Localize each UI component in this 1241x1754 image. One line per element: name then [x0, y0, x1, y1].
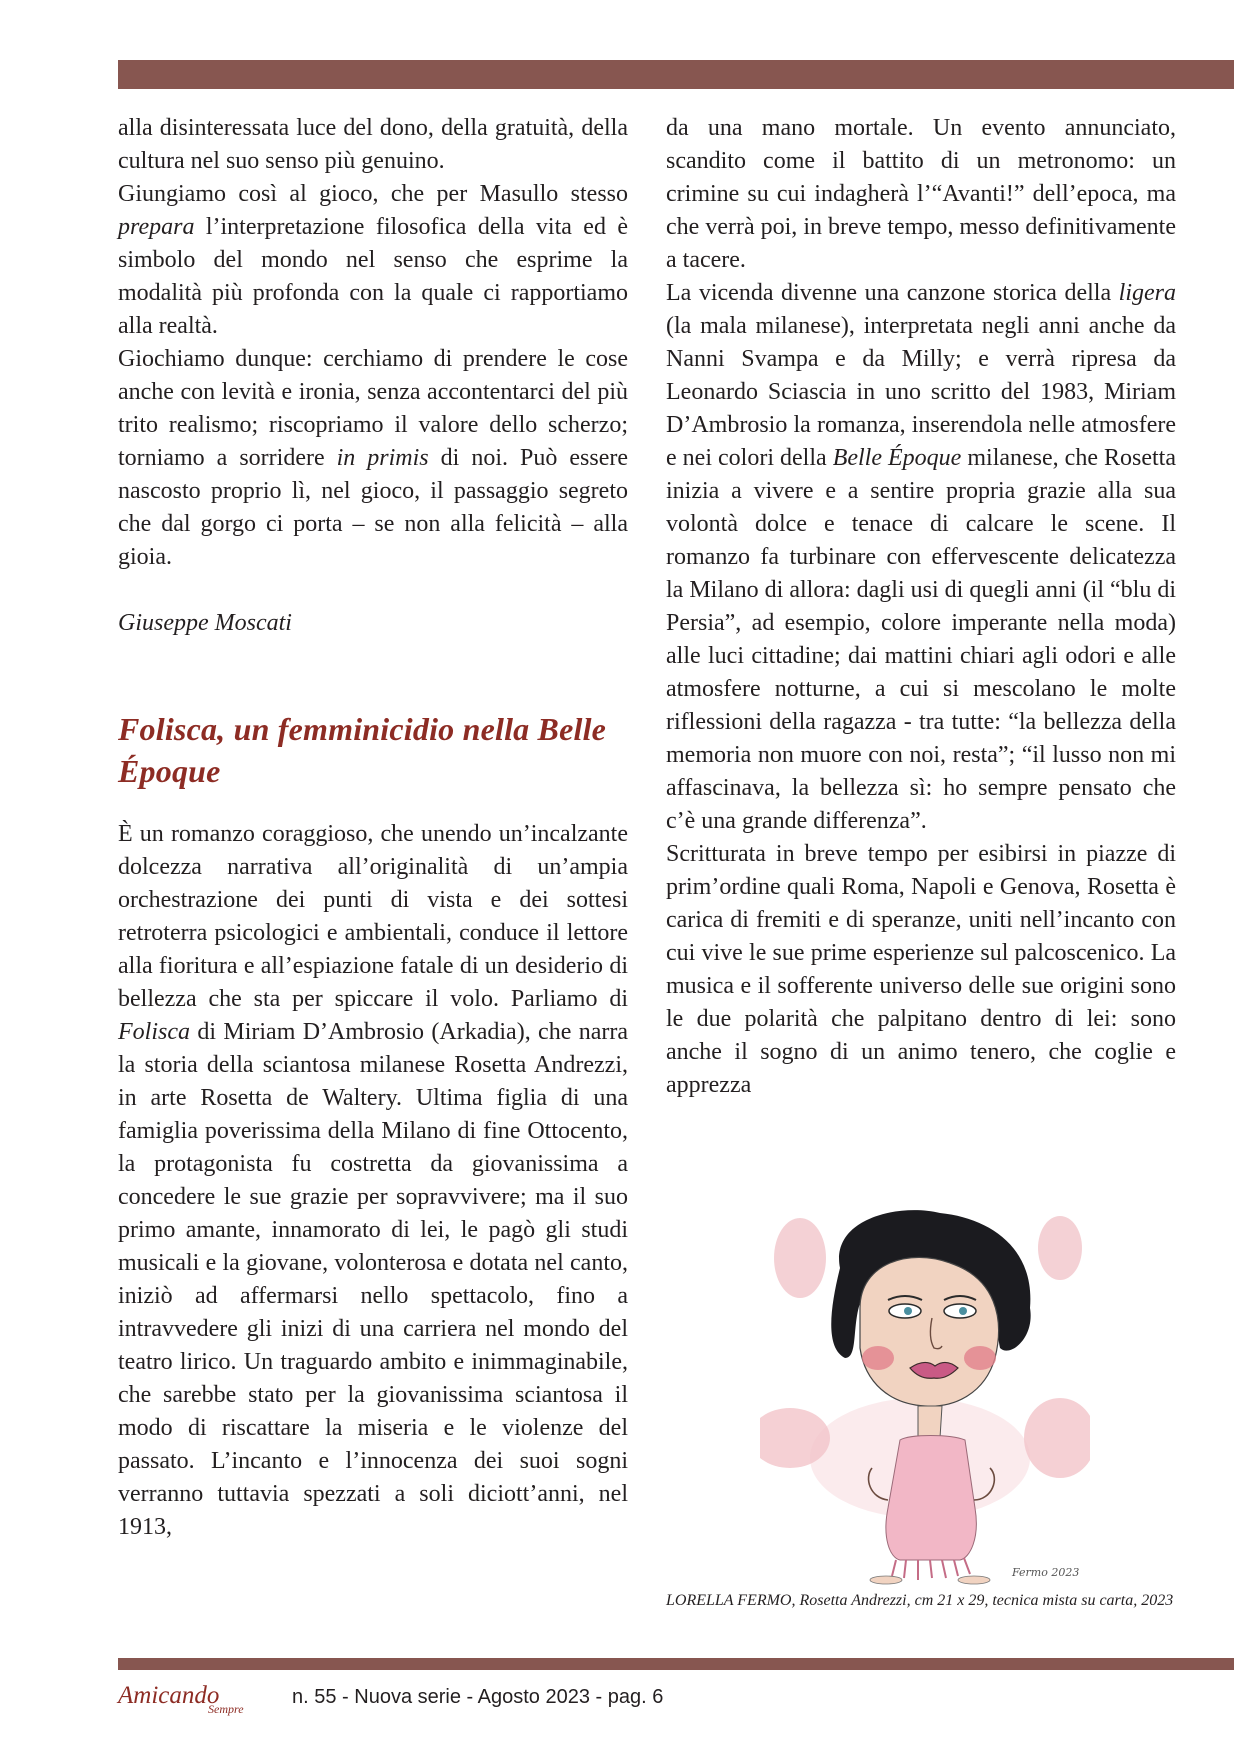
article-heading: Folisca, un femminicidio nella Belle Époque	[118, 711, 607, 789]
image-caption: LORELLA FERMO, Rosetta Andrezzi, cm 21 x 29, tecnica mista su carta, 2023	[666, 1592, 1174, 1609]
author-signature: Giuseppe Moscati	[118, 610, 292, 636]
article-body-left	[118, 818, 628, 1544]
magazine-logo: Amicando	[118, 1682, 220, 1709]
header-bar	[118, 60, 1234, 89]
paragraph: La vicenda divenne una canzone storica della ligera (la mala milanese), interpretata negli anni anche da Nanni Svampa e da Milly; e verrà ripresa da Leonardo Sciascia in uno scritto del 1983, Miriam D’Ambrosio la romanza, inserendola nelle atmosfere e nei colori della Belle Époque milanese, che Rosetta inizia a vivere e a sentire propria grazie alla sua volontà dolce e tenace di calcare le scene. Il romanzo fa turbinare con effervescente delicatezza la Milano di allora: dagli usi di quegli anni (il “blu di Persia”, ad esempio, colore imperante nella moda) alle luci cittadine; dai mattini chiari agli odori e alle atmosfere notturne, a cui si mescolano le molte riflessioni della ragazza - tra tutte: “la bellezza della memoria non muore con noi, resta”; “il lusso non mi affascinava, la bellezza sì: ho sempre pensato che c’è una grande differenza”.	[666, 280, 1176, 834]
caricature-illustration	[760, 1208, 1090, 1586]
right-column	[666, 112, 1176, 1102]
left-column	[118, 112, 628, 574]
paragraph: Scritturata in breve tempo per esibirsi in piazze di prim’ordine quali Roma, Napoli e Genova, Rosetta è carica di fremiti e di speranze, uniti nell’incanto con cui vive le sue prime esperienze sul palcoscenico. La musica e il sofferente universo delle sue origini sono le due polarità che palpitano dentro di lei: sono anche il sogno di un animo tenero, che coglie e apprezza	[666, 841, 1176, 1098]
artist-signature: Fermo 2023	[1012, 1566, 1080, 1579]
footer-bar	[118, 1658, 1234, 1670]
magazine-logo-subtitle: Sempre	[208, 1702, 244, 1716]
issue-info: n. 55 - Nuova serie - Agosto 2023 - pag. 6	[292, 1686, 664, 1708]
paragraph: da una mano mortale. Un evento annunciato, scandito come il battito di un metronomo: un crimine su cui indagherà l’“Avanti!” dell’epoca, ma che verrà poi, in breve tempo, messo definitivamente a tacere.	[666, 115, 1176, 273]
paragraph: Giungiamo così al gioco, che per Masullo stesso prepara l’interpretazione filosofica della vita ed è simbolo del mondo nel senso che esprime la modalità più profonda con la quale ci rapportiamo alla realtà.	[118, 181, 628, 339]
paragraph: Giochiamo dunque: cerchiamo di prendere le cose anche con levità e ironia, senza accontentarci del più trito realismo; riscopriamo il valore dello scherzo; torniamo a sorridere in primis di noi. Può essere nascosto proprio lì, nel gioco, il passaggio segreto che dal gorgo ci porta – se non alla felicità – alla gioia.	[118, 346, 629, 570]
article-text-left	[118, 818, 628, 1544]
intro-text	[118, 112, 628, 574]
article-text-right	[666, 112, 1176, 1102]
paragraph: alla disinteressata luce del dono, della gratuità, della cultura nel suo senso più genuino.	[118, 115, 628, 174]
paragraph: È un romanzo coraggioso, che unendo un’incalzante dolcezza narrativa all’originalità di un’ampia orchestrazione dei punti di vista e dei sottesi retroterra psicologici e ambientali, conduce il lettore alla fioritura e all’espiazione fatale di un desiderio di bellezza che sta per spiccare il volo. Parliamo di Folisca di Miriam D’Ambrosio (Arkadia), che narra la storia della sciantosa milanese Rosetta Andrezzi, in arte Rosetta de Waltery. Ultima figlia di una famiglia poverissima della Milano di fine Ottocento, la protagonista fu costretta da giovanissima a concedere le sue grazie per sopravvivere; ma il suo primo amante, innamorato di lei, le pagò gli studi musicali e la giovane, volonterosa e dotata nel canto, iniziò ad affermarsi nello spettacolo, fino a intravvedere gli inizi di una carriera nel mondo del teatro lirico. Un traguardo ambito e inimmaginabile, che sarebbe stato per la giovanissima sciantosa il modo di riscattare la miseria e le violenze del passato. L’incanto e l’innocenza dei suoi sogni verranno tuttavia spezzati a soli diciott’anni, nel 1913,	[118, 821, 628, 1540]
